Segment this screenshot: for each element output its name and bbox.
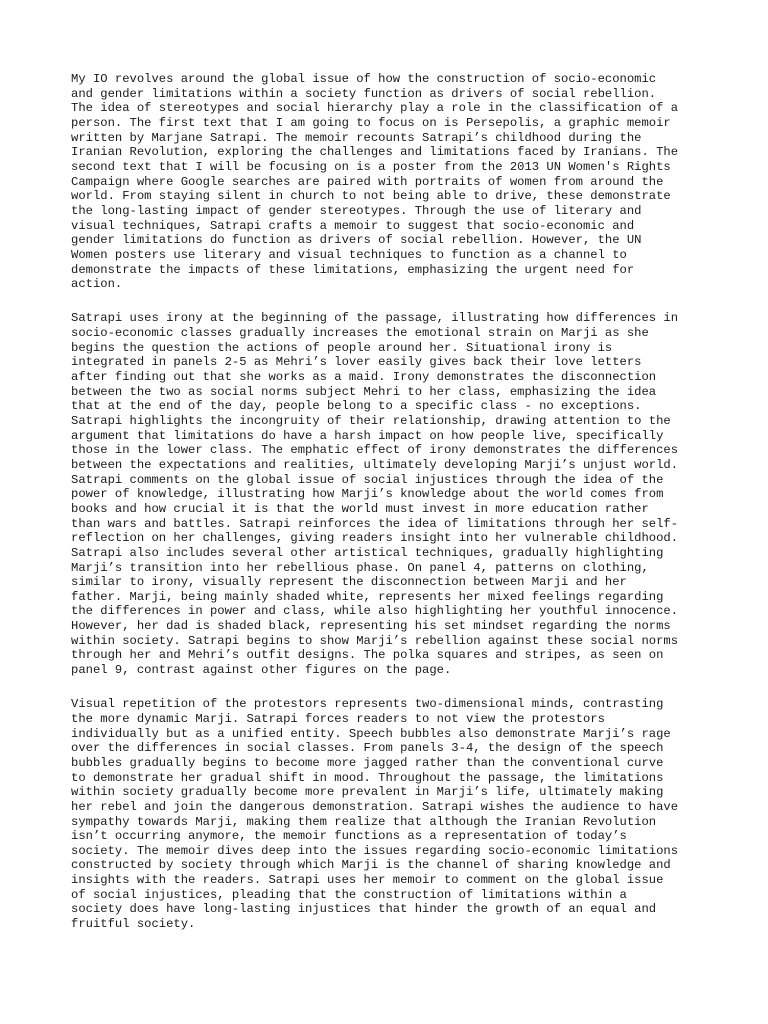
- paragraph-visual-repetition: Visual repetition of the protestors represents two-dimensional minds, contrasting the more dynamic Marji. Satrapi forces readers to not view the protestors individually but as a unified entity. Speech bubbles also demonstrate Marji’s rage over the differences in social classes. From panels 3-4, the design of the speech bubbles gradually begins to become more jagged rather than the conventional curve to demonstrate her gradual shift in mood. Throughout the passage, the limitations within society gradually become more prevalent in Marji’s life, ultimately making her rebel and join the dangerous demonstration. Satrapi wishes the audience to have sympathy towards Marji, making them realize that although the Iranian Revolution isn’t occurring anymore, the memoir functions as a representation of today’s society. The memoir dives deep into the issues regarding socio-economic limitations constructed by society through which Marji is the channel of sharing knowledge and insights with the readers. Satrapi uses her memoir to comment on the global issue of social injustices, pleading that the construction of limitations within a society does have long-lasting injustices that hinder the growth of an equal and fruitful society.: [71, 697, 679, 932]
- paragraph-irony: Satrapi uses irony at the beginning of the passage, illustrating how differences in socio-economic classes gradually increases the emotional strain on Marji as she begins the question the actions of people around her. Situational irony is integrated in panels 2-5 as Mehri’s lover easily gives back their love letters after finding out that she works as a maid. Irony demonstrates the disconnection between the two as social norms subject Mehri to her class, emphasizing the idea that at the end of the day, people belong to a specific class - no exceptions. Satrapi highlights the incongruity of their relationship, drawing attention to the argument that limitations do have a harsh impact on how people live, specifically those in the lower class. The emphatic effect of irony demonstrates the differences between the expectations and realities, ultimately developing Marji’s unjust world. Satrapi comments on the global issue of social injustices through the idea of the power of knowledge, illustrating how Marji’s knowledge about the world comes from books and how crucial it is that the world must invest in more education rather than wars and battles. Satrapi reinforces the idea of limitations through her self- reflection on her challenges, giving readers insight into her vulnerable childhood. Satrapi also includes several other artistical techniques, gradually highlighting Marji’s transition into her rebellious phase. On panel 4, patterns on clothing, similar to irony, visually represent the disconnection between Marji and her father. Marji, being mainly shaded white, represents her mixed feelings regarding the differences in power and class, while also highlighting her youthful innocence. However, her dad is shaded black, representing his set mindset regarding the norms within society. Satrapi begins to show Marji’s rebellion against these social norms through her and Mehri’s outfit designs. The polka squares and stripes, as seen on panel 9, contrast against other figures on the page.: [71, 311, 679, 678]
- document-page: [71, 72, 711, 951]
- paragraph-intro: My IO revolves around the global issue of how the construction of socio-economic and gender limitations within a society function as drivers of social rebellion. The idea of stereotypes and social hierarchy play a role in the classification of a person. The first text that I am going to focus on is Persepolis, a graphic memoir written by Marjane Satrapi. The memoir recounts Satrapi’s childhood during the Iranian Revolution, exploring the challenges and limitations faced by Iranians. The second text that I will be focusing on is a poster from the 2013 UN Women's Rights Campaign where Google searches are paired with portraits of women from around the world. From staying silent in church to not being able to drive, these demonstrate the long-lasting impact of gender stereotypes. Through the use of literary and visual techniques, Satrapi crafts a memoir to suggest that socio-economic and gender limitations do function as drivers of social rebellion. However, the UN Women posters use literary and visual techniques to function as a channel to demonstrate the impacts of these limitations, emphasizing the urgent need for action.: [71, 72, 679, 292]
